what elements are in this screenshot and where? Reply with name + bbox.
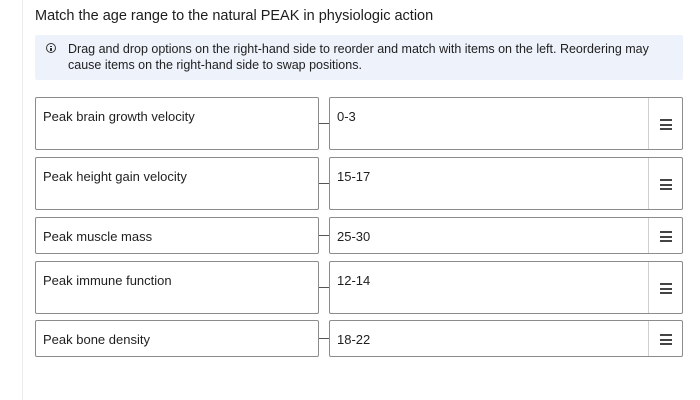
left-item xyxy=(35,97,319,150)
match-row xyxy=(35,217,683,254)
drag-handle-icon xyxy=(660,283,672,294)
instructions-box xyxy=(35,35,683,80)
question-title: Match the age range to the natural PEAK in physiologic action xyxy=(35,8,434,24)
left-item-label: Peak height gain velocity xyxy=(43,169,187,184)
connector-line xyxy=(319,235,329,236)
connector-line xyxy=(319,183,329,184)
left-item-label: Peak brain growth velocity xyxy=(43,109,195,124)
info-icon xyxy=(46,43,56,53)
right-option-label: 12-14 xyxy=(337,273,371,288)
right-option[interactable] xyxy=(329,157,683,210)
connector-line xyxy=(319,123,329,124)
right-option-label: 25-30 xyxy=(337,229,371,244)
right-option[interactable] xyxy=(329,320,683,357)
left-item xyxy=(35,157,319,210)
drag-handle-icon xyxy=(660,231,672,242)
drag-handle[interactable] xyxy=(648,321,682,356)
divider xyxy=(22,0,23,400)
match-row xyxy=(35,97,683,150)
drag-handle-icon xyxy=(660,119,672,130)
left-item xyxy=(35,261,319,314)
drag-handle[interactable] xyxy=(648,262,682,313)
left-item-label: Peak bone density xyxy=(43,332,150,347)
drag-handle[interactable] xyxy=(648,98,682,149)
right-option-label: 0-3 xyxy=(337,109,356,124)
instructions-text: Drag and drop options on the right-hand side to reorder and match with items on the left. Reordering may cause items on the right-hand side to swap positions. xyxy=(68,42,649,72)
drag-handle[interactable] xyxy=(648,218,682,253)
drag-handle[interactable] xyxy=(648,158,682,209)
left-item xyxy=(35,320,319,357)
match-row xyxy=(35,157,683,210)
left-item xyxy=(35,217,319,254)
right-option[interactable] xyxy=(329,97,683,150)
right-option[interactable] xyxy=(329,261,683,314)
left-item-label: Peak immune function xyxy=(43,273,172,288)
right-option-label: 15-17 xyxy=(337,169,371,184)
connector-line xyxy=(319,287,329,288)
drag-handle-icon xyxy=(660,179,672,190)
right-option[interactable] xyxy=(329,217,683,254)
match-row xyxy=(35,320,683,357)
right-option-label: 18-22 xyxy=(337,332,371,347)
connector-line xyxy=(319,338,329,339)
match-row xyxy=(35,261,683,314)
left-item-label: Peak muscle mass xyxy=(43,229,153,244)
drag-handle-icon xyxy=(660,334,672,345)
